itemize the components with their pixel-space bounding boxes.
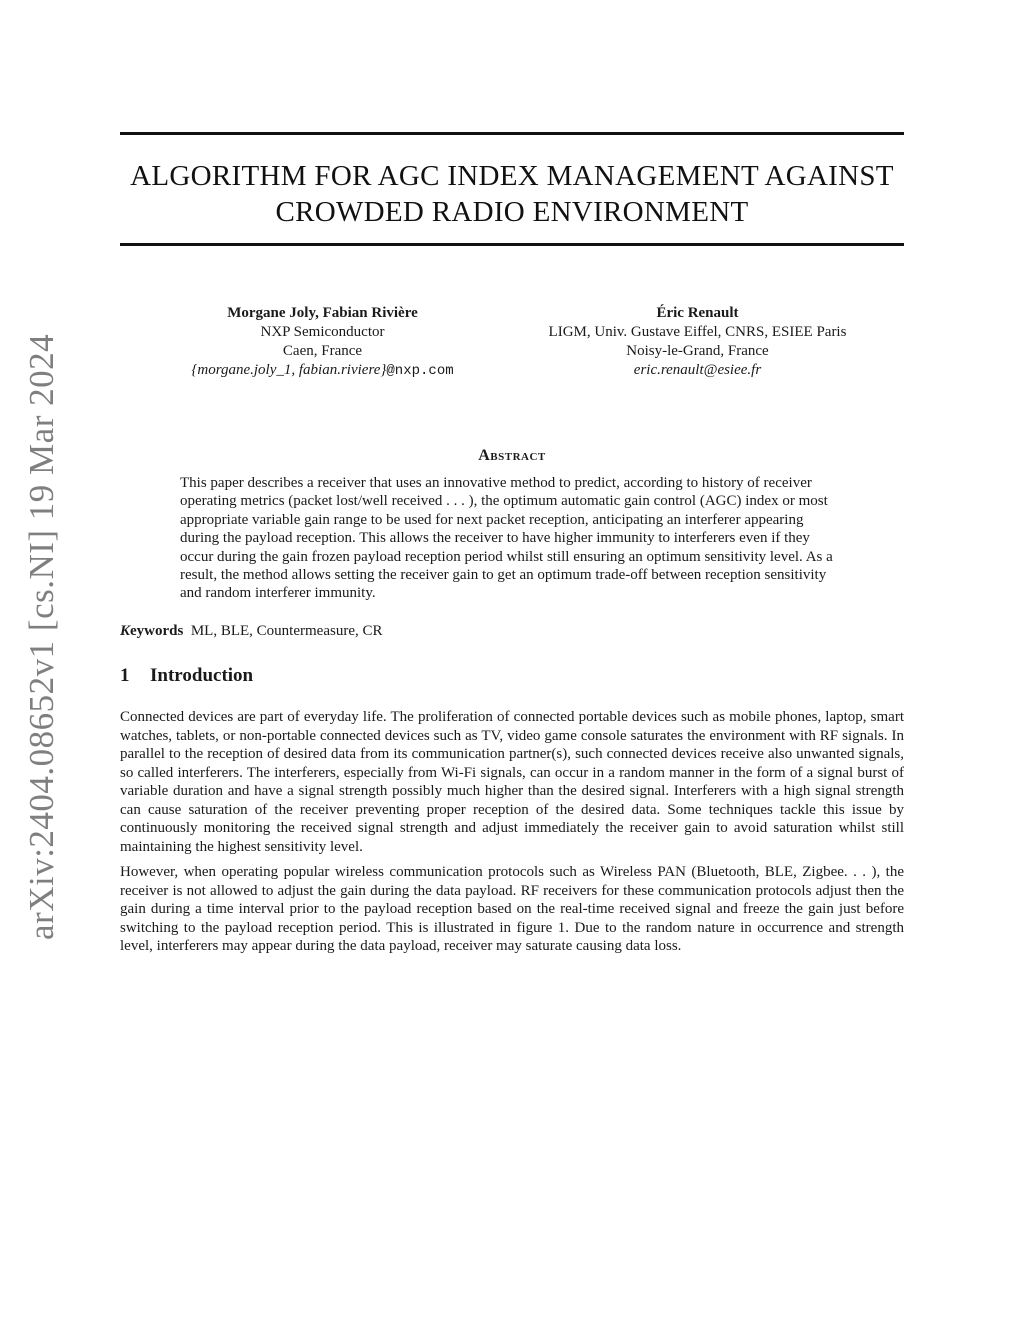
author-affiliation: NXP Semiconductor	[260, 324, 385, 340]
section-number: 1	[120, 665, 130, 686]
author-email	[150, 361, 495, 381]
keywords-line	[120, 622, 382, 640]
intro-paragraph-2: However, when operating popular wireless communication protocols such as Wireless PAN (Bluetooth, BLE, Zigbee. . . ), the receiver is not allowed to adjust the gain during the data payload. RF receivers for these communication protocols adjust then the gain during a time interval prior to the payload reception based on the real-time received signal and freeze the gain just before switching to the payload reception period. This is illustrated in figure 1. Due to the random nature in occurrence and strength level, interferers may appear during the data payload, receiver may saturate causing data loss.	[120, 864, 904, 954]
author-location: Noisy-le-Grand, France	[626, 343, 769, 359]
author-affiliation: LIGM, Univ. Gustave Eiffel, CNRS, ESIEE Paris	[548, 324, 847, 340]
author-names: Éric Renault	[656, 305, 739, 321]
title-rule-top	[120, 132, 904, 135]
author-block-right	[510, 304, 885, 380]
abstract-heading: Abstract	[478, 447, 546, 464]
author-location: Caen, France	[282, 343, 363, 359]
arxiv-identifier-stamp: arXiv:2404.08652v1 [cs.NI] 19 Mar 2024	[22, 333, 61, 940]
keywords-values: ML, BLE, Countermeasure, CR	[190, 623, 383, 639]
title-line-1: ALGORITHM FOR AGC INDEX MANAGEMENT AGAINST	[130, 160, 894, 192]
author-email: eric.renault@esiee.fr	[633, 362, 762, 378]
keywords-label-rest: eywords	[130, 623, 184, 639]
author-names: Morgane Joly, Fabian Rivière	[227, 305, 418, 321]
intro-paragraph-1: Connected devices are part of everyday life. The proliferation of connected portable devices such as mobile phones, laptop, smart watches, tablets, or non-portable connected devices such as TV, video game console saturates the environment with RF signals. In parallel to the reception of desired data from its communication partner(s), such connected devices receive also unwanted signals, so called interferers. The interferers, especially from Wi-Fi signals, can occur in a random manner in the form of a signal burst of variable duration and have a signal strength possibly much higher than the desired signal. Interferers with a high signal strength can cause saturation of the receiver preventing proper reception of the desired data. Some techniques tackle this issue by continuously monitoring the received signal strength and adjust immediately the receiver gain to avoid saturation whilst still maintaining the highest sensitivity level.	[120, 709, 904, 855]
author-block-left	[150, 304, 495, 381]
email-domain: @nxp.com	[386, 363, 454, 379]
title-rule-bottom	[120, 243, 904, 246]
section-heading	[120, 665, 253, 687]
section-title: Introduction	[150, 665, 254, 686]
abstract-text: This paper describes a receiver that uses an innovative method to predict, according to history of receiver operating metrics (packet lost/well received . . . ), the optimum automatic gain control (AGC) index or most appropriate variable gain range to be used for next packet reception, anticipating an interferer appearing during the payload reception. This allows the receiver to have higher immunity to interferers even if they occur during the gain frozen payload reception period whilst still ensuring an optimum sensitivity level. As a result, the method allows setting the receiver gain to get an optimum trade-off between reception sensitivity and random interferer immunity.	[180, 475, 833, 602]
paper-title	[120, 158, 904, 230]
title-line-2: CROWDED RADIO ENVIRONMENT	[275, 196, 749, 228]
keywords-label-initial: K	[120, 623, 131, 639]
email-users: {morgane.joly_1, fabian.riviere}	[191, 362, 387, 378]
